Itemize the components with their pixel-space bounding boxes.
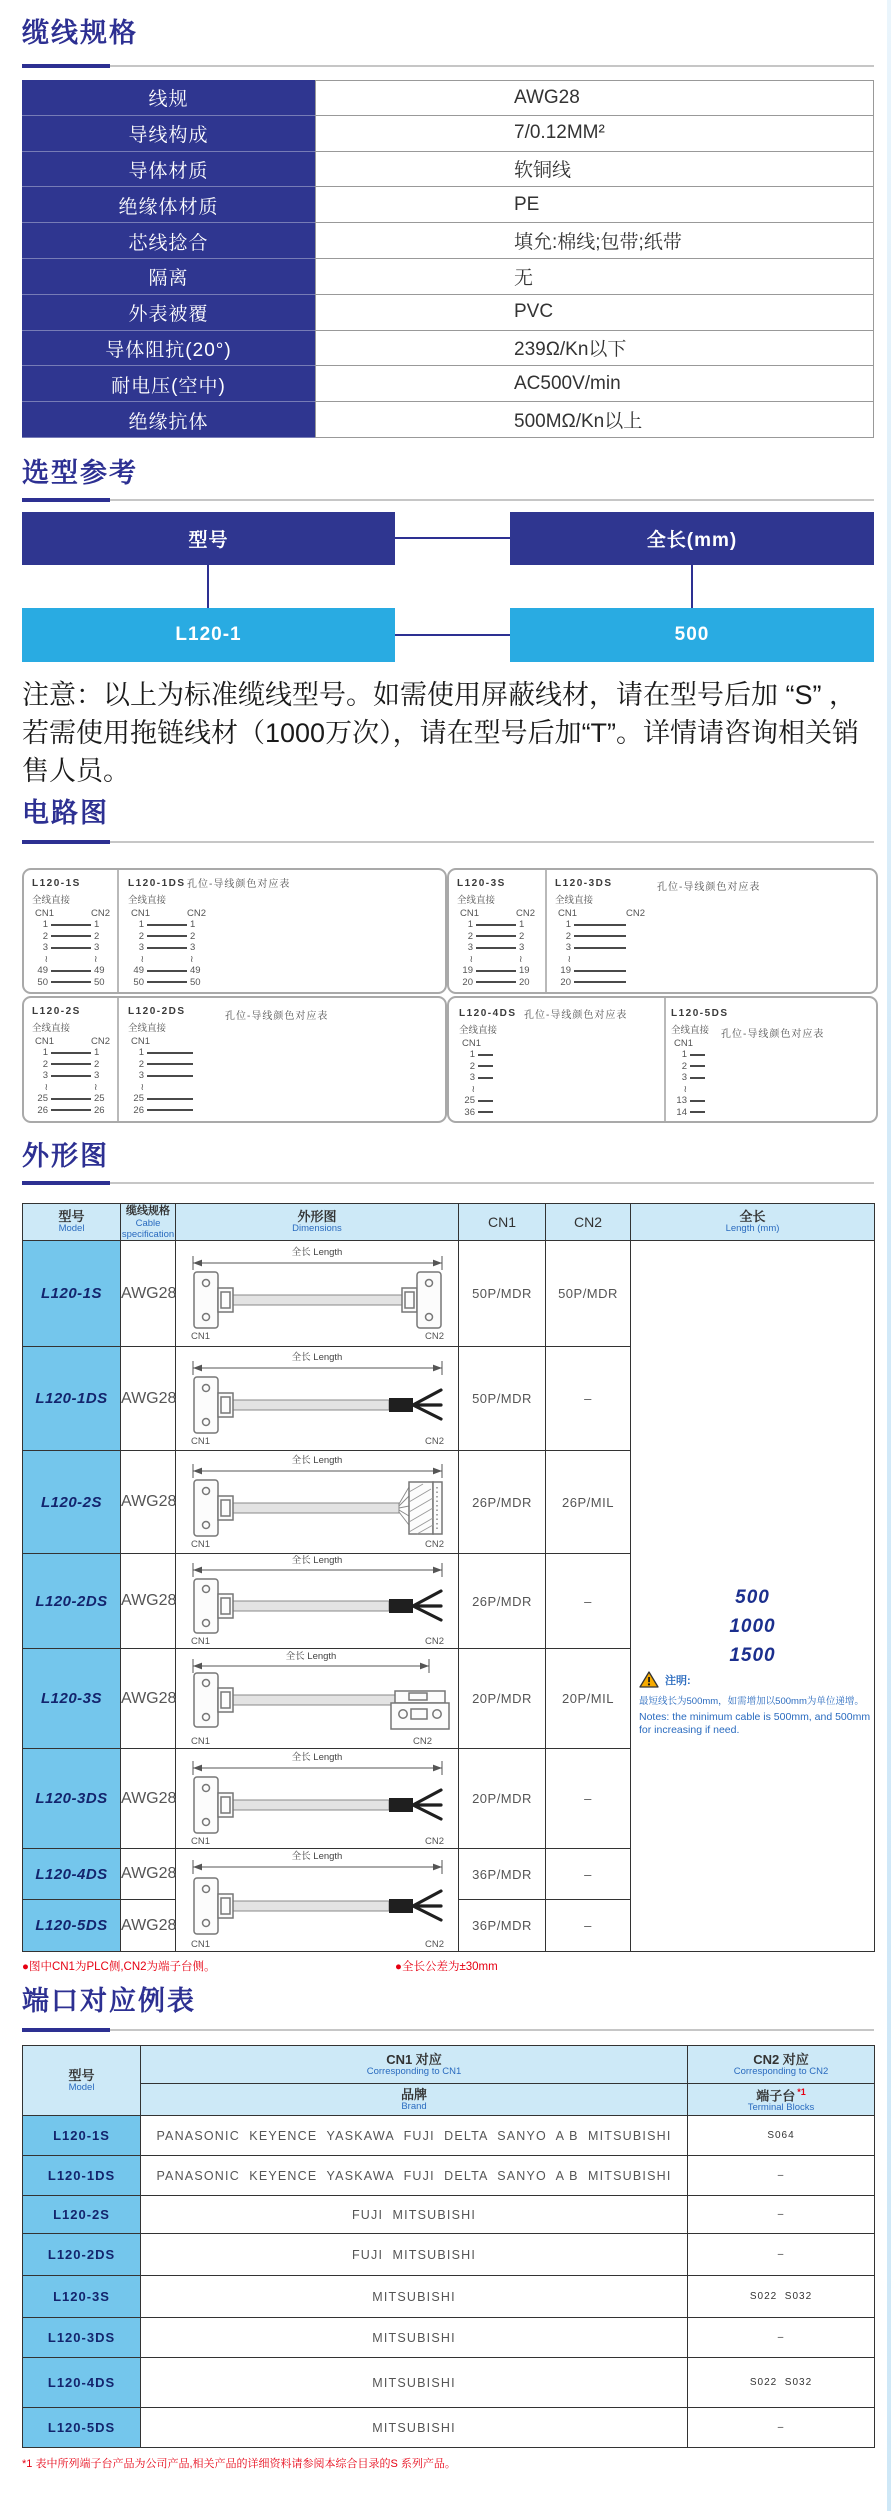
spec-value: 无 [315,259,874,295]
spec-value: AC500V/min [315,366,874,402]
circuit-panel-l120-2ds: L120-2DS 全线直接 CN1 1 2 3 ≀ 25 26 [128,1006,232,1116]
terminal-cell: – [688,2234,875,2276]
svg-text:CN1: CN1 [190,1435,210,1447]
cable-drawing [179,1751,456,1847]
circuit-panel-l120-2s: L120-2S 全线直接 CN1 CN2 1 1 2 2 3 3 ≀ ≀ 25 25 26 26 [32,1006,110,1116]
footnote-tolerance: ●全长公差为±30mm [395,1961,498,1973]
section-title-cable-spec: 缆线规格 [22,18,138,48]
spec-value: 500MΩ/Kn以上 [315,402,874,438]
table-row [22,402,874,438]
model-cell: L120-1S [23,1241,121,1347]
spec-value: 239Ω/Kn以下 [315,331,874,367]
title-rule [22,1181,874,1185]
model-cell: L120-2S [23,2196,141,2234]
brand-cell: MITSUBISHI [141,2276,688,2318]
model-value-box: L120-1 [22,608,395,662]
svg-text:CN2: CN2 [424,1636,444,1647]
connector-line [395,537,510,539]
cn1-cell: 26P/MDR [459,1554,546,1649]
table-row [22,116,874,152]
title-rule [22,840,874,844]
cn1-cell: 36P/MDR [459,1900,546,1952]
table-row [22,152,874,188]
spec-value: 软铜线 [315,152,874,188]
table-row [23,2196,875,2234]
svg-text:CN1: CN1 [190,1735,210,1747]
title-rule [22,64,874,68]
cn2-cell: – [546,1900,631,1952]
spec-label: 绝缘抗体 [22,402,315,438]
port-table-footnote: *1 表中所列端子台产品为公司产品,相关产品的详细资料请参阅本综合目录的S 系列产品。 [22,2458,456,2470]
note-chinese: 最短线长为500mm，如需增加以500mm为单位递增。 [639,1696,864,1707]
model-cell: L120-4DS [23,2358,141,2408]
table-row [22,295,874,331]
selection-note: 注意：以上为标准缆线型号。如需使用屏蔽线材，请在型号后加 “S” ，若需使用拖链线材（1000万次），请在型号后加“T”。详情请咨询相关销售人员。 [22,680,860,786]
svg-text:CN2: CN2 [424,1939,444,1950]
spec-label: 耐电压(空中) [22,366,315,402]
color-table-label: 孔位-导线颜色对应表 [721,1029,825,1040]
cn1-cell: 20P/MDR [459,1649,546,1749]
svg-text:全长 Length: 全长 Length [291,1851,342,1862]
col-header-cn2: CN2 对应 Corresponding to CN2 [688,2046,875,2084]
section-title-outline: 外形图 [22,1141,109,1171]
model-cell: L120-3S [23,2276,141,2318]
svg-text:全长 Length: 全长 Length [291,1455,342,1466]
col-header-model: 型号 Model [23,2046,141,2116]
cable-drawing-mdr-wires [176,1554,459,1649]
model-cell: L120-5DS [23,2408,141,2448]
cn1-cell: 50P/MDR [459,1347,546,1451]
col-header-cable: 缆线规格 Cable specification [121,1205,175,1240]
length-cell [631,1241,875,1952]
table-row [22,331,874,367]
spec-label: 隔离 [22,259,315,295]
model-cell: L120-1DS [23,2156,141,2196]
length-header-box: 全长(mm) [510,512,874,565]
spec-label: 线规 [22,80,315,116]
cn1-cell: 36P/MDR [459,1849,546,1900]
table-row [22,259,874,295]
brand-cell: MITSUBISHI [141,2408,688,2448]
cable-cell: AWG28 [121,1451,176,1554]
title-rule [22,2028,874,2032]
spec-label: 导体材质 [22,152,315,188]
cable-cell: AWG28 [121,1554,176,1649]
model-cell: L120-2DS [23,1554,121,1649]
model-cell: L120-4DS [23,1849,121,1900]
cable-drawing [179,1651,456,1747]
cable-cell: AWG28 [121,1241,176,1347]
cable-cell: AWG28 [121,1649,176,1749]
table-row [23,2276,875,2318]
cable-drawing-mdr-mil [176,1451,459,1554]
table-header-row [23,1204,875,1241]
color-table-label: 孔位-导线颜色对应表 [524,1010,628,1021]
color-table-label: 孔位-导线颜色对应表 [225,1011,329,1022]
col-header-length: 全长 Length (mm) [631,1204,875,1241]
cable-cell: AWG28 [121,1900,176,1952]
connector-line [395,634,510,636]
section-title-circuit: 电路图 [22,798,109,828]
brand-cell: FUJI MITSUBISHI [141,2234,688,2276]
col-header-cn1: CN1 [459,1204,546,1241]
model-cell: L120-3DS [23,1749,121,1849]
svg-text:全长 Length: 全长 Length [291,1351,342,1363]
terminal-cell: – [688,2408,875,2448]
footnote-cn1-side: ●图中CN1为PLC侧,CN2为端子台侧。 [22,1961,216,1973]
cable-drawing [179,1246,456,1342]
cn1-cell: 20P/MDR [459,1749,546,1849]
spec-value: PVC [315,295,874,331]
cn2-label: CN2 [424,1330,444,1342]
circuit-box-4 [447,996,878,1123]
outline-table [22,1203,875,1952]
section-title-selection: 选型参考 [22,458,138,488]
circuit-panel-l120-3s: L120-3S 全线直接 CN1 CN2 1 1 2 2 3 3 ≀ ≀ 19 19 20 20 [457,878,535,988]
col-header-cn1: CN1 对应 Corresponding to CN1 [141,2046,688,2084]
cable-drawing-mdr-wires [176,1347,459,1451]
circuit-panel-l120-3ds: L120-3DS 全线直接 CN1 CN2 1 2 3 ≀ 19 20 [555,878,645,988]
table-row [23,2116,875,2156]
cn1-cell: 26P/MDR [459,1451,546,1554]
svg-text:全长 Length: 全长 Length [291,1751,342,1763]
footnote-marker: *1 [797,2087,806,2098]
cable-drawing-mdr-mil2 [176,1649,459,1749]
table-row [22,80,874,116]
cable-drawing-mdr-wires [176,1749,459,1849]
table-row [23,2358,875,2408]
cn1-cell: 50P/MDR [459,1241,546,1347]
table-row [23,2234,875,2276]
model-cell: L120-2DS [23,2234,141,2276]
svg-text:全长 Length: 全长 Length [285,1650,336,1662]
col-header-cn2: CN2 [546,1204,631,1241]
color-table-label: 孔位-导线颜色对应表 [187,879,291,890]
cable-drawing-mdr-wires [176,1849,459,1952]
svg-text:CN1: CN1 [190,1939,210,1950]
brand-cell: PANASONIC KEYENCE YASKAWA FUJI DELTA SANYO A B MITSUBISHI [141,2156,688,2196]
cable-drawing-mdr-mdr [176,1241,459,1347]
terminal-cell: – [688,2196,875,2234]
model-cell: L120-1S [23,2116,141,2156]
terminal-cell: S064 [688,2116,875,2156]
brand-cell: MITSUBISHI [141,2358,688,2408]
model-cell: L120-5DS [23,1900,121,1952]
spec-value: AWG28 [315,80,874,116]
warning-icon [639,1671,659,1688]
title-rule [22,498,874,502]
terminal-cell: – [688,2156,875,2196]
col-header-terminal: 端子台 $^{*1}$ Terminal Blocks [688,2084,875,2116]
connector-line [691,565,693,608]
svg-text:CN1: CN1 [190,1539,210,1550]
cn2-cell: – [546,1749,631,1849]
table-row [22,223,874,259]
svg-text:CN2: CN2 [412,1735,432,1747]
length-value-box: 500 [510,608,874,662]
brand-cell: MITSUBISHI [141,2318,688,2358]
length-options: 500 1000 1500 [729,1587,776,1666]
dim-label: 全长 Length [291,1246,342,1258]
spec-label: 绝缘体材质 [22,187,315,223]
model-cell: L120-2S [23,1451,121,1554]
brand-cell: PANASONIC KEYENCE YASKAWA FUJI DELTA SANYO A B MITSUBISHI [141,2116,688,2156]
table-row [23,1241,875,1347]
spec-label: 导线构成 [22,116,315,152]
port-table [22,2045,875,2448]
spec-label: 导体阻抗(20°) [22,331,315,367]
note-english: Notes: the minimum cable is 500mm, and 500mm for increasing if need. [639,1711,871,1736]
cn2-cell: – [546,1849,631,1900]
circuit-box-1 [22,868,447,994]
cn1-label: CN1 [190,1330,210,1342]
table-row [23,2408,875,2448]
spec-value: 7/0.12MM² [315,116,874,152]
divider [545,870,547,992]
circuit-panel-l120-5ds: L120-5DS 全线直接 CN1 1 2 3 ≀ 13 14 [671,1008,729,1118]
note-title: 注明: [665,1674,691,1687]
cn2-cell: – [546,1554,631,1649]
model-cell: L120-1DS [23,1347,121,1451]
spec-label: 芯线捻合 [22,223,315,259]
svg-text:CN1: CN1 [190,1636,210,1647]
cable-cell: AWG28 [121,1849,176,1900]
spec-label: 外表被覆 [22,295,315,331]
cn2-cell: – [546,1347,631,1451]
spec-value: 填允:棉线;包带;纸带 [315,223,874,259]
model-header-box: 型号 [22,512,395,565]
table-header-row [23,2084,875,2116]
table-row [22,187,874,223]
cn2-cell: 26P/MIL [546,1451,631,1554]
cable-cell: AWG28 [121,1347,176,1451]
cable-cell: AWG28 [121,1749,176,1849]
circuit-box-3 [447,868,878,994]
terminal-cell: S022 S032 [688,2358,875,2408]
terminal-cell: S022 S032 [688,2276,875,2318]
spec-value: PE [315,187,874,223]
cable-spec-table [22,80,874,438]
section-title-ports: 端口对应例表 [22,1986,196,2016]
circuit-panel-l120-1ds: L120-1DS 全线直接 CN1 CN2 1 1 2 2 3 3 ≀ ≀ 49 49 50 50 [128,878,206,988]
col-header-model: 型号 Model [23,1204,121,1241]
length-note [639,1671,873,1737]
svg-text:全长 Length: 全长 Length [291,1555,342,1566]
brand-cell: FUJI MITSUBISHI [141,2196,688,2234]
table-header-row [23,2046,875,2084]
connector-line [207,565,209,608]
col-header-brand: 品牌 Brand [141,2084,688,2116]
cn2-cell: 50P/MDR [546,1241,631,1347]
svg-text:CN2: CN2 [424,1835,444,1847]
svg-text:CN1: CN1 [190,1835,210,1847]
model-cell: L120-3DS [23,2318,141,2358]
table-row [23,2156,875,2196]
col-header-dimensions: 外形图 Dimensions [176,1204,459,1241]
svg-text:CN2: CN2 [424,1539,444,1550]
cable-drawing [179,1351,456,1447]
cable-drawing [179,1555,456,1647]
divider [664,998,666,1121]
model-cell: L120-3S [23,1649,121,1749]
terminal-cell: – [688,2318,875,2358]
color-table-label: 孔位-导线颜色对应表 [657,882,761,893]
table-row [22,366,874,402]
page-edge-accent [887,0,891,2511]
cable-drawing [179,1850,456,1950]
circuit-panel-l120-1s: L120-1S 全线直接 CN1 CN2 1 1 2 2 3 3 ≀ ≀ 49 49 50 50 [32,878,110,988]
svg-text:CN2: CN2 [424,1435,444,1447]
cable-drawing [179,1454,456,1550]
circuit-panel-l120-4ds: L120-4DS 全线直接 CN1 1 2 3 ≀ 25 36 [459,1008,517,1118]
cn2-cell: 20P/MIL [546,1649,631,1749]
table-row [23,2318,875,2358]
circuit-box-2 [22,996,447,1123]
